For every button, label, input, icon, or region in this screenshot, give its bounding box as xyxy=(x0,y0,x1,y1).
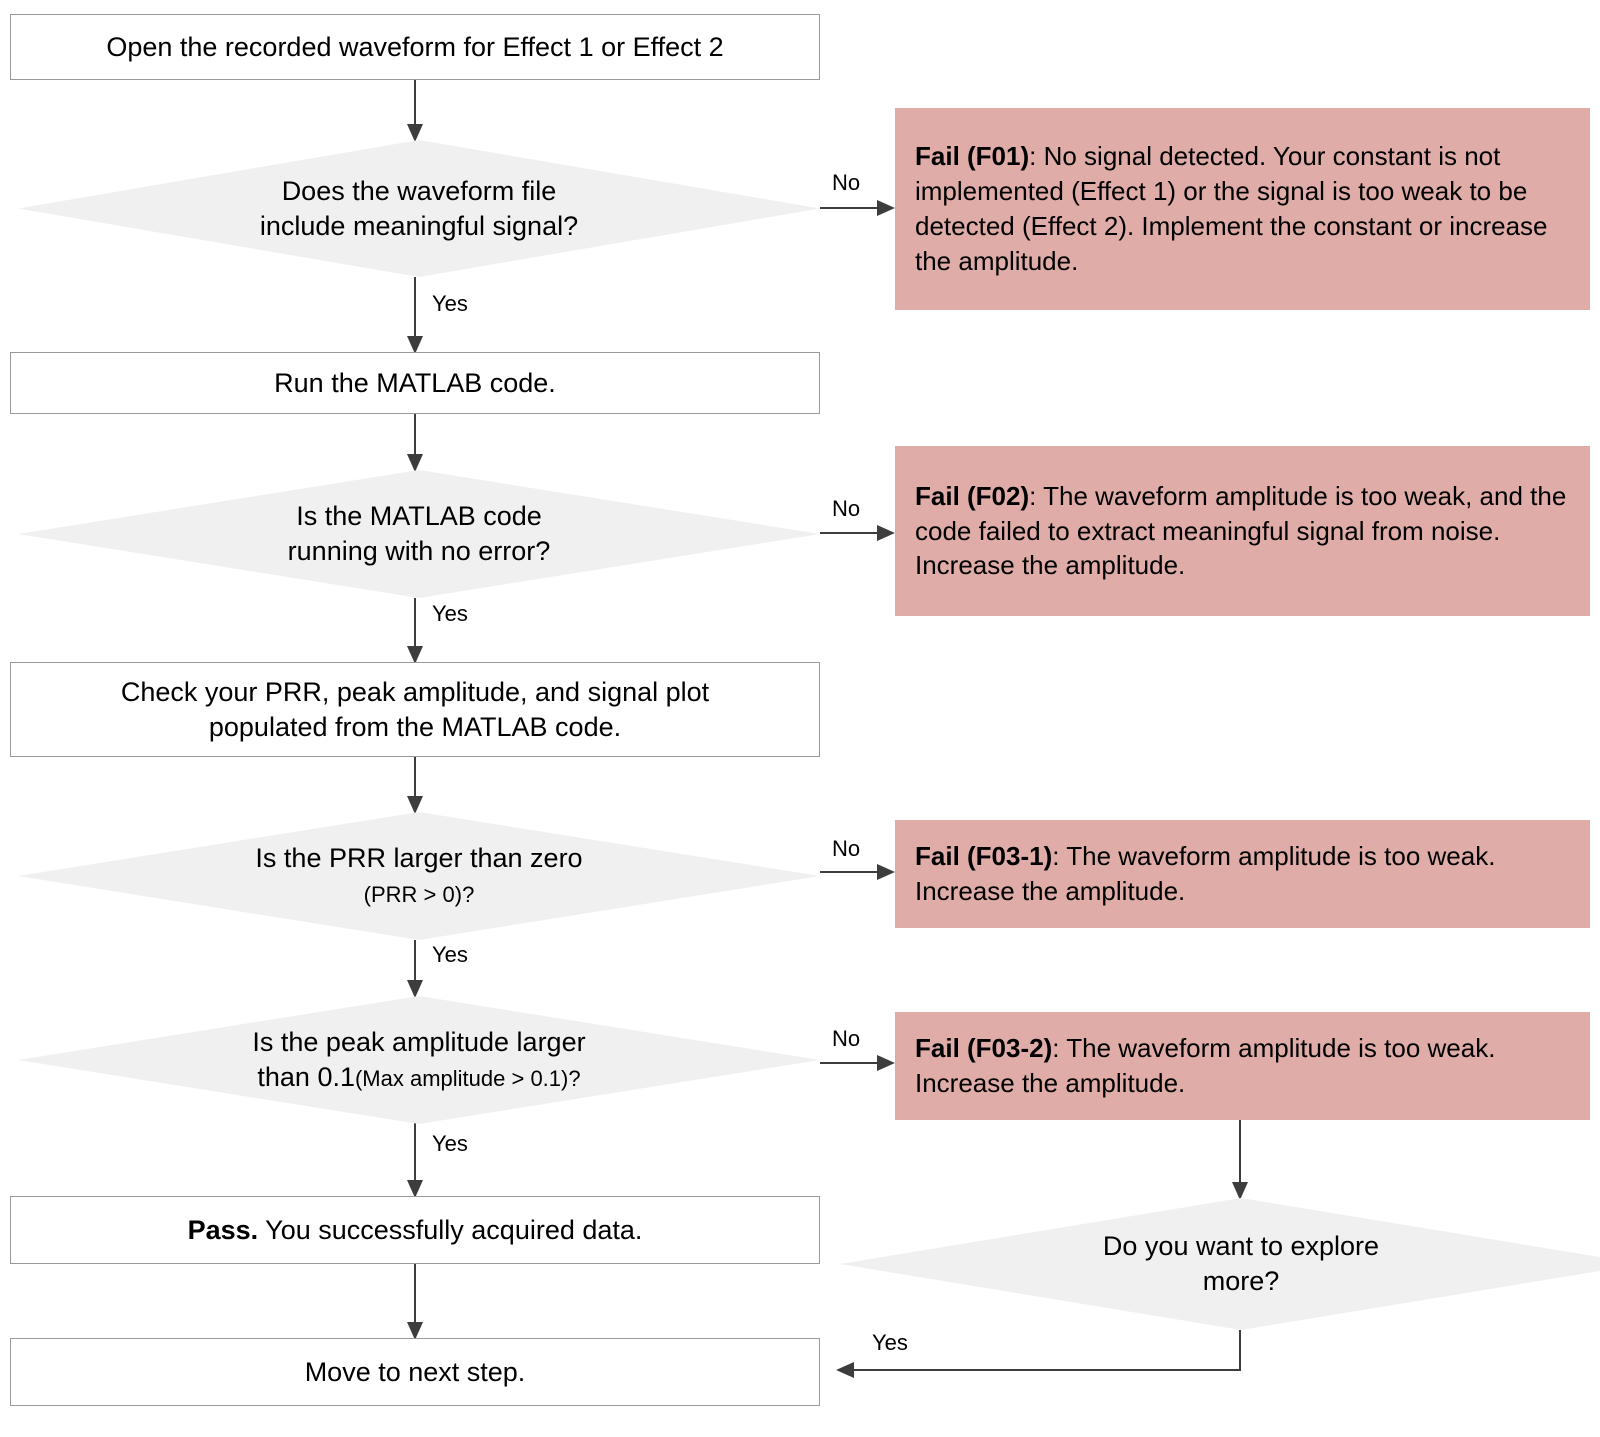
decision-line-1: Is the MATLAB code xyxy=(296,501,542,532)
node-decision-matlab-no-error xyxy=(18,470,820,598)
edge-label-no-2: No xyxy=(832,496,861,521)
decision-line-2: running with no error? xyxy=(287,536,551,566)
decision-line-1: Is the PRR larger than zero xyxy=(255,843,583,874)
edge-label-yes-4: Yes xyxy=(432,1131,468,1156)
decision-line-1: Does the waveform file xyxy=(281,175,557,206)
decision-line-2: include meaningful signal? xyxy=(259,210,579,241)
node-pass xyxy=(10,1196,820,1264)
edge-label-no-1: No xyxy=(832,170,861,195)
check-results-line-2: populated from the MATLAB code. xyxy=(208,711,622,742)
node-check-results xyxy=(10,662,820,757)
edge-label-yes-3: Yes xyxy=(432,942,468,967)
node-run-matlab xyxy=(10,352,820,414)
edge-label-no-4: No xyxy=(832,1026,861,1051)
node-pass-bold: Pass. xyxy=(187,1214,259,1245)
decision-line-2b: (Max amplitude > 0.1)? xyxy=(354,1066,581,1091)
fail-f031-text: : The waveform amplitude is too weak. Increase the amplitude. xyxy=(915,841,1496,906)
edge-label-yes-5: Yes xyxy=(872,1330,908,1355)
decision-label xyxy=(18,470,820,598)
node-fail-f02 xyxy=(895,446,1590,616)
fail-f031-label: Fail (F03-1) xyxy=(915,841,1053,872)
node-run-matlab-label: Run the MATLAB code. xyxy=(274,367,556,398)
node-next-step xyxy=(10,1338,820,1406)
fail-f02-text: : The waveform amplitude is too weak, and the code failed to extract meaningful signal from noise. Increase the amplitude. xyxy=(915,480,1567,581)
check-results-line-1: Check your PRR, peak amplitude, and signal plot xyxy=(120,676,710,707)
node-open-waveform-label: Open the recorded waveform for Effect 1 or Effect 2 xyxy=(106,31,724,62)
decision-label xyxy=(18,140,820,277)
fail-f032-label: Fail (F03-2) xyxy=(915,1033,1053,1064)
decision-line-2: (PRR > 0)? xyxy=(363,882,475,907)
node-next-step-label: Move to next step. xyxy=(304,1356,526,1387)
decision-label xyxy=(18,996,820,1124)
edge-label-yes-1: Yes xyxy=(432,291,468,316)
node-pass-rest: You successfully acquired data. xyxy=(258,1214,643,1245)
node-decision-prr xyxy=(18,812,820,940)
fail-f02-label: Fail (F02) xyxy=(915,480,1030,511)
node-fail-f03-2 xyxy=(895,1012,1590,1120)
decision-line-2a: than 0.1 xyxy=(257,1062,355,1092)
node-fail-f01 xyxy=(895,108,1590,310)
edge-label-yes-2: Yes xyxy=(432,601,468,626)
node-decision-peak-amplitude xyxy=(18,996,820,1124)
fail-f01-label: Fail (F01) xyxy=(915,141,1030,172)
fail-f01-text: : No signal detected. Your constant is not implemented (Effect 1) or the signal is too weak to be detected (Effect 2). Implement the constant or increase the amplitude. xyxy=(915,141,1548,276)
node-fail-f03-1 xyxy=(895,820,1590,928)
decision-label xyxy=(18,812,820,940)
decision-line-1: Is the peak amplitude larger xyxy=(252,1027,586,1058)
decision-label xyxy=(840,1198,1600,1330)
node-decision-meaningful-signal xyxy=(18,140,820,277)
decision-line-1: Do you want to explore xyxy=(1102,1231,1380,1262)
node-pass-label xyxy=(188,1213,643,1248)
node-decision-explore-more xyxy=(840,1198,1600,1330)
node-check-results-label xyxy=(121,675,709,744)
node-open-waveform xyxy=(10,14,820,80)
fail-f032-text: : The waveform amplitude is too weak. Increase the amplitude. xyxy=(915,1033,1496,1098)
edge-label-no-3: No xyxy=(832,836,861,861)
decision-line-2: more? xyxy=(1202,1266,1280,1296)
